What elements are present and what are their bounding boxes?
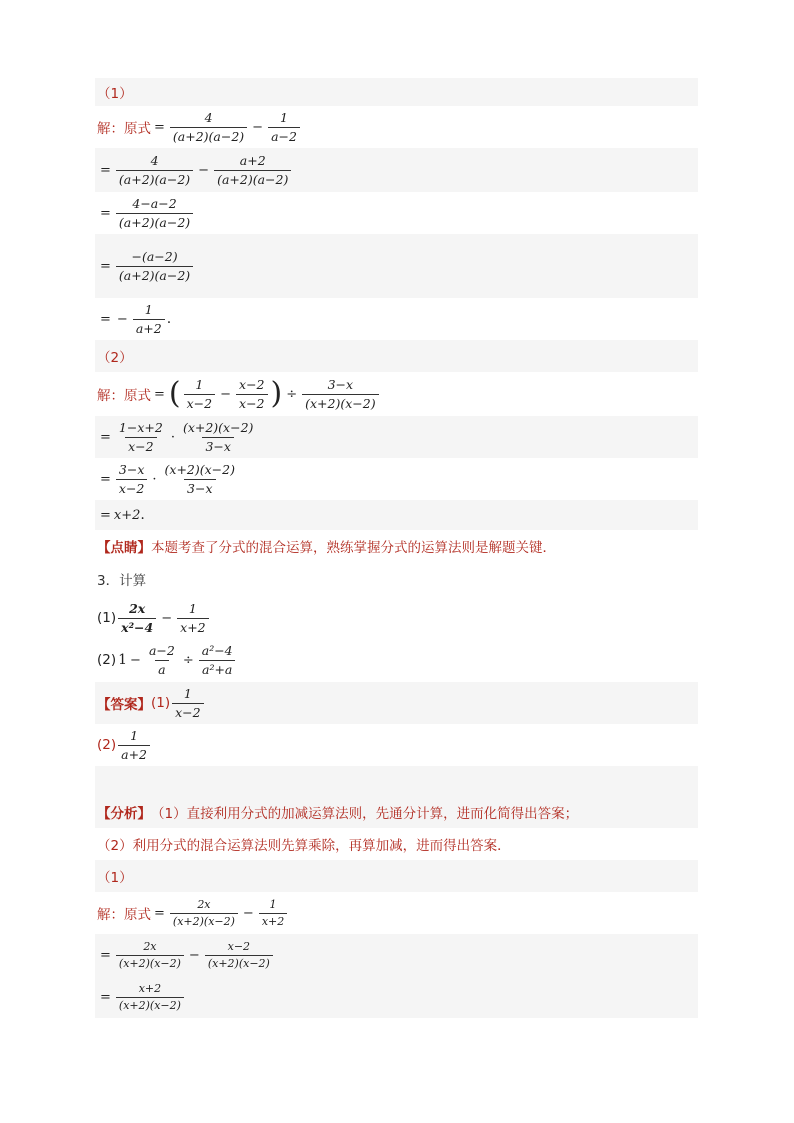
fraction: $\frac{4}{(a+2)(a-2)}$ bbox=[116, 154, 193, 187]
part3-label-row bbox=[95, 860, 698, 892]
multiply-dot: · bbox=[152, 471, 157, 487]
part2-step3 bbox=[95, 500, 698, 530]
equals-sign: = bbox=[100, 947, 111, 963]
minus-sign: − bbox=[242, 905, 254, 921]
part2-label: （2） bbox=[97, 350, 133, 366]
fraction: $\frac{a+2}{(a+2)(a-2)}$ bbox=[214, 154, 291, 187]
part-label: (1) bbox=[97, 610, 117, 626]
equals-sign: = bbox=[100, 162, 111, 178]
part1-step2 bbox=[95, 192, 698, 234]
fraction: $\frac{4-a-2}{(a+2)(a-2)}$ bbox=[116, 197, 193, 230]
fraction: $\frac{3-x}{(x+2)(x-2)}$ bbox=[302, 378, 378, 411]
divide-sign: ÷ bbox=[286, 386, 298, 402]
equals-sign: = bbox=[100, 507, 111, 523]
fraction: $\frac{x-2}{x-2}$ bbox=[236, 378, 267, 411]
fraction: $\frac{1}{x-2}$ bbox=[184, 378, 215, 411]
equals-sign: = bbox=[100, 311, 111, 327]
fraction: $\frac{1}{x+2}$ bbox=[259, 899, 287, 928]
leading-one: 1 bbox=[118, 652, 128, 668]
equals-sign: = bbox=[154, 119, 165, 135]
result-expression: x+2 bbox=[113, 507, 141, 523]
fraction: $\frac{(x+2)(x-2)}{3-x}$ bbox=[164, 461, 235, 496]
blank-shaded-row bbox=[95, 766, 698, 796]
minus-sign: − bbox=[252, 119, 264, 135]
fraction: $\frac{2x}{(x+2)(x-2)}$ bbox=[170, 899, 238, 928]
comment-tag: 【点睛】 bbox=[97, 540, 151, 556]
question-3-title bbox=[95, 564, 698, 594]
solve-prefix: 解：原式 bbox=[97, 388, 151, 404]
fraction: $\frac{4}{(a+2)(a-2)}$ bbox=[170, 111, 247, 144]
analysis-text: （1）直接利用分式的加减运算法则，先通分计算，进而化简得出答案； bbox=[151, 806, 579, 822]
part-label: (1) bbox=[151, 695, 171, 711]
fraction: $\frac{1-x+2}{x-2}$ bbox=[118, 419, 163, 454]
fraction: $\frac{1}{x-2}$ bbox=[172, 687, 203, 720]
part3-step1 bbox=[95, 934, 698, 976]
fraction: $\frac{a-2}{a}$ bbox=[148, 642, 175, 677]
fraction: $\frac{2x}{(x+2)(x-2)}$ bbox=[116, 941, 184, 970]
analysis-text: （2）利用分式的混合运算法则先算乘除，再算加减，进而得出答案． bbox=[97, 838, 511, 854]
right-paren: ) bbox=[270, 376, 283, 411]
part3-label: （1） bbox=[97, 870, 133, 886]
minus-sign: − bbox=[220, 386, 232, 402]
divide-sign: ÷ bbox=[182, 652, 194, 668]
comment-text: 本题考查了分式的混合运算，熟练掌握分式的运算法则是解题关键． bbox=[151, 540, 556, 556]
fraction: $\frac{1}{a+2}$ bbox=[133, 303, 165, 336]
minus-sign: − bbox=[161, 610, 173, 626]
fraction: $\frac{-(a-2)}{(a+2)(a-2)}$ bbox=[116, 250, 193, 283]
fraction: $\frac{1}{a-2}$ bbox=[268, 111, 300, 144]
fraction: $\frac{3-x}{x-2}$ bbox=[116, 463, 147, 496]
fraction: $\frac{2x}{\text{x²−4}}$ bbox=[118, 602, 156, 635]
analysis-tag: 【分析】 bbox=[97, 806, 151, 822]
equals-sign: = bbox=[154, 905, 165, 921]
equals-sign: = bbox=[100, 471, 111, 487]
answer-row-2 bbox=[95, 724, 698, 766]
fraction: $\frac{(x+2)(x-2)}{3-x}$ bbox=[182, 419, 254, 454]
part-label: (2) bbox=[97, 737, 117, 753]
part3-step2 bbox=[95, 976, 698, 1018]
minus-sign: − bbox=[188, 947, 200, 963]
fraction: $\frac{1}{a+2}$ bbox=[118, 729, 150, 762]
equals-sign: = bbox=[100, 429, 111, 445]
equals-sign: = bbox=[100, 989, 111, 1005]
minus-sign: − bbox=[198, 162, 210, 178]
period: . bbox=[140, 507, 145, 523]
part2-step2 bbox=[95, 458, 698, 500]
fraction: $\frac{x+2}{(x+2)(x-2)}$ bbox=[116, 983, 184, 1012]
answer-row-1 bbox=[95, 682, 698, 724]
negative-sign: − bbox=[116, 311, 128, 327]
equals-sign: = bbox=[100, 258, 111, 274]
question-title: 3．计算 bbox=[97, 573, 147, 589]
left-paren: ( bbox=[168, 376, 181, 411]
minus-sign: − bbox=[130, 652, 141, 668]
fraction: $\frac{x-2}{(x+2)(x-2)}$ bbox=[205, 941, 273, 970]
part2-step0 bbox=[95, 372, 698, 416]
part2-step1 bbox=[95, 416, 698, 458]
part1-step3 bbox=[95, 234, 698, 298]
part3-step0 bbox=[95, 892, 698, 934]
part1-step0 bbox=[95, 106, 698, 148]
analysis-row-2 bbox=[95, 828, 698, 860]
fraction: $\frac{1}{x+2}$ bbox=[177, 602, 208, 635]
part1-step4 bbox=[95, 298, 698, 340]
analysis-row-1 bbox=[95, 796, 698, 828]
equals-sign: = bbox=[154, 386, 165, 402]
part-label: (2) bbox=[97, 652, 117, 668]
q3-part2 bbox=[95, 640, 698, 680]
answer-tag: 【答案】 bbox=[97, 697, 151, 713]
part1-label: （1） bbox=[97, 86, 133, 102]
comment-row bbox=[95, 530, 698, 562]
solve-prefix: 解：原式 bbox=[97, 907, 151, 923]
period: . bbox=[166, 311, 172, 327]
equals-sign: = bbox=[100, 205, 111, 221]
fraction: $\frac{\text{a²−4}}{\text{a²+a}}$ bbox=[199, 644, 236, 677]
part1-step1 bbox=[95, 148, 698, 192]
multiply-dot: · bbox=[170, 429, 175, 445]
q3-part1 bbox=[95, 598, 698, 638]
solve-prefix: 解：原式 bbox=[97, 121, 151, 137]
part2-label-row bbox=[95, 340, 698, 372]
part1-label-row bbox=[95, 78, 698, 106]
